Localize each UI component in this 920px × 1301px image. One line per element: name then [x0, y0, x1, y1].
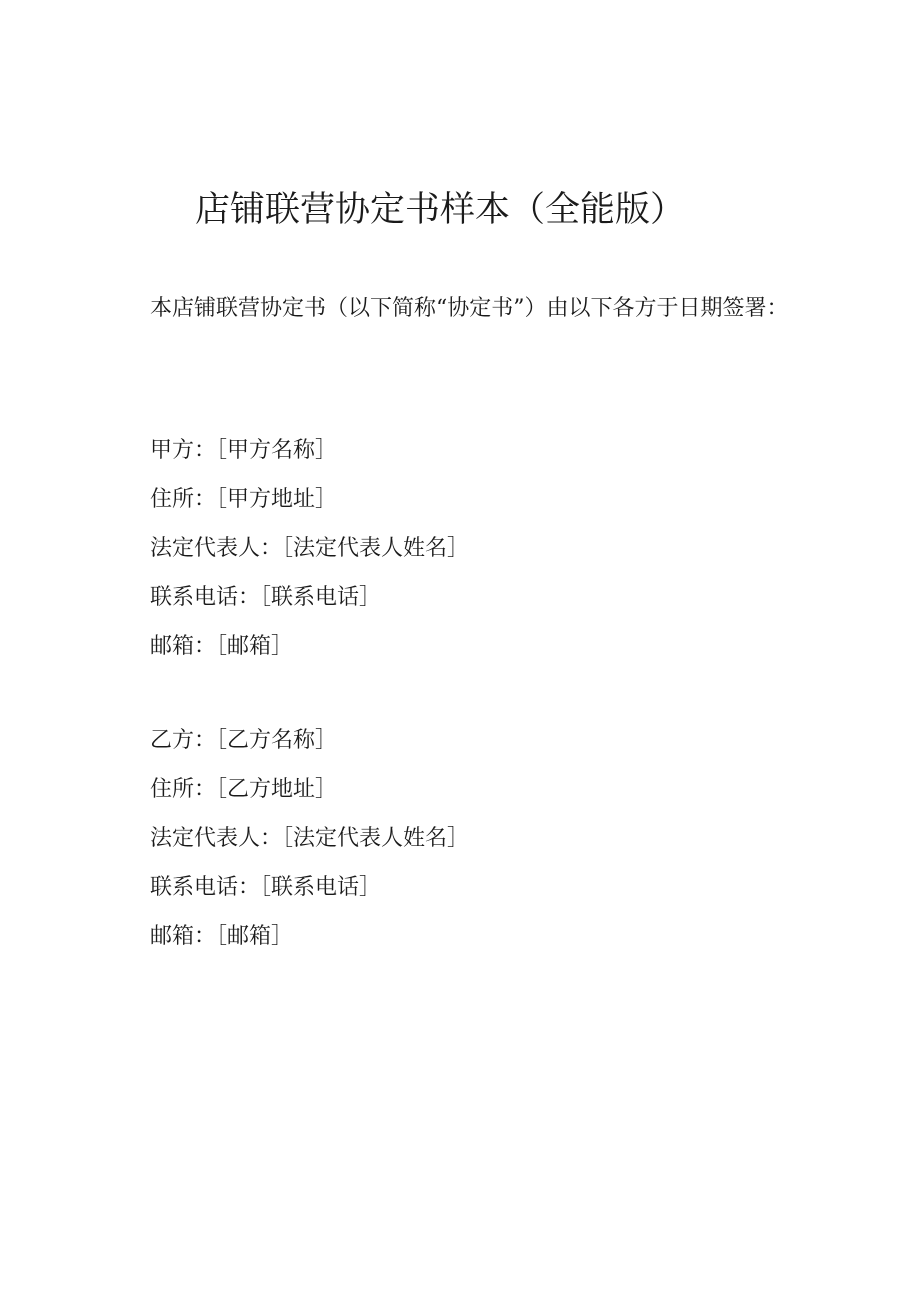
field-value: ［法定代表人姓名］	[282, 826, 470, 851]
party-b-phone-row	[150, 863, 469, 912]
field-value: ［乙方地址］	[216, 777, 338, 802]
field-value: ［法定代表人姓名］	[282, 536, 470, 561]
field-label: 邮箱：	[150, 924, 217, 949]
party-b-representative-row	[150, 814, 469, 863]
field-value: ［邮箱］	[216, 634, 294, 659]
intro-paragraph: 本店铺联营协定书（以下简称“协定书”）由以下各方于日期签署：	[150, 296, 789, 321]
field-label: 住所：	[150, 777, 217, 802]
party-b-email-row	[150, 912, 469, 961]
party-a-phone-row	[150, 573, 469, 622]
field-value: ［乙方名称］	[216, 728, 338, 753]
field-label: 法定代表人：	[150, 826, 283, 851]
field-label: 法定代表人：	[150, 536, 283, 561]
field-value: ［联系电话］	[260, 585, 382, 610]
party-b-info	[150, 716, 469, 961]
field-label: 住所：	[150, 487, 217, 512]
field-label: 甲方：	[150, 438, 217, 463]
party-b-address-row	[150, 765, 469, 814]
field-label: 乙方：	[150, 728, 217, 753]
field-label: 联系电话：	[150, 585, 261, 610]
field-value: ［联系电话］	[260, 875, 382, 900]
field-value: ［甲方名称］	[216, 438, 338, 463]
party-b-name-row	[150, 716, 469, 765]
party-a-name-row	[150, 426, 469, 475]
field-value: ［邮箱］	[216, 924, 294, 949]
field-label: 联系电话：	[150, 875, 261, 900]
field-label: 邮箱：	[150, 634, 217, 659]
party-a-info	[150, 426, 469, 671]
field-value: ［甲方地址］	[216, 487, 338, 512]
party-a-email-row	[150, 622, 469, 671]
party-a-representative-row	[150, 524, 469, 573]
party-a-address-row	[150, 475, 469, 524]
document-title: 店铺联营协定书样本（全能版）	[194, 190, 685, 230]
